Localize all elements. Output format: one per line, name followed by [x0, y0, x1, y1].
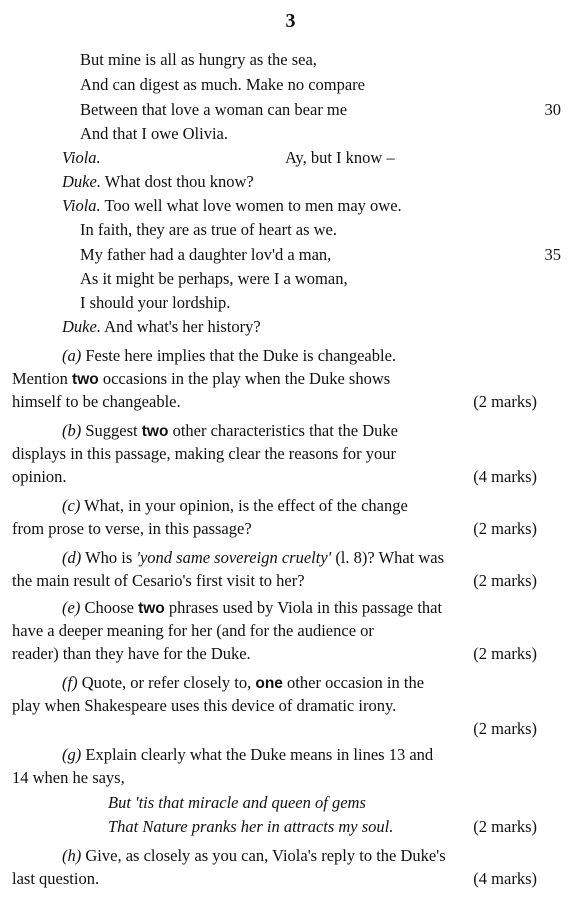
emphasis: two: [141, 423, 169, 440]
verse-line: My father had a daughter lov'd a man,: [80, 245, 332, 264]
verse-line: Between that love a woman can bear me: [80, 100, 348, 119]
question-f: (f) Quote, or refer closely to, one other occasion in the: [62, 673, 425, 692]
emphasis: two: [138, 600, 165, 617]
dialogue-line: And what's her history?: [104, 317, 261, 336]
verse-line: And that I owe Olivia.: [80, 124, 229, 143]
question-label: (d): [62, 548, 82, 567]
line-number: 35: [544, 245, 561, 264]
question-text: Feste here implies that the Duke is changeable.: [85, 346, 397, 365]
verse-line: As it might be perhaps, were I a woman,: [80, 269, 348, 288]
question-line: opinion. (4 marks): [12, 467, 537, 486]
dialogue-line: Ay, but I know –: [285, 148, 395, 167]
marks: (2 marks): [473, 719, 537, 738]
question-line: the main result of Cesario's first visit to her? (2 marks): [12, 571, 537, 590]
question-line: displays in this passage, making clear the reasons for your: [12, 444, 396, 463]
speaker-name: Duke.: [62, 172, 101, 191]
line-number: 30: [544, 100, 561, 119]
marks: (4 marks): [473, 869, 537, 888]
question-line: himself to be changeable. (2 marks): [12, 392, 537, 411]
page-number: 3: [285, 10, 296, 32]
question-line: play when Shakespeare uses this device of dramatic irony.: [12, 696, 397, 715]
dialogue-line: What dost thou know?: [104, 172, 254, 191]
verse-line: I should your lordship.: [80, 293, 231, 312]
verse-line: In faith, they are as true of heart as we.: [80, 220, 338, 239]
question-label: (a): [62, 346, 82, 365]
question-c: (c) What, in your opinion, is the effect of the change: [62, 496, 408, 515]
question-g: (g) Explain clearly what the Duke means in lines 13 and: [62, 745, 434, 764]
question-label: (e): [62, 598, 81, 617]
speaker-name: Viola.: [62, 196, 101, 215]
question-d: (d) Who is 'yond same sovereign cruelty' (l. 8)? What was: [62, 548, 445, 567]
verse-line: And can digest as much. Make no compare: [80, 75, 365, 94]
verse-line: But mine is all as hungry as the sea,: [80, 50, 317, 69]
question-line: 14 when he says,: [12, 768, 125, 787]
question-line: last question. (4 marks): [12, 869, 537, 888]
marks: (2 marks): [473, 644, 537, 663]
question-h: (h) Give, as closely as you can, Viola's reply to the Duke's: [62, 846, 446, 865]
question-label: (g): [62, 745, 82, 764]
quoted-verse: That Nature pranks her in attracts my soul.: [108, 817, 394, 836]
marks: (2 marks): [473, 817, 537, 836]
speaker-name: Viola.: [62, 148, 101, 167]
marks: (2 marks): [473, 571, 537, 590]
dialogue-row: [62, 172, 254, 192]
emphasis: two: [72, 371, 99, 388]
quoted-phrase: 'yond same sovereign cruelty': [136, 548, 332, 567]
question-line: from prose to verse, in this passage? (2 marks): [12, 519, 537, 538]
emphasis: one: [255, 675, 283, 692]
marks: (2 marks): [473, 519, 537, 538]
question-a: [62, 346, 537, 366]
dialogue-row: [62, 317, 261, 337]
marks: (4 marks): [473, 467, 537, 486]
question-label: (b): [62, 421, 82, 440]
question-line: reader) than they have for the Duke. (2 marks): [12, 644, 537, 663]
speaker-name: Duke.: [62, 317, 101, 336]
dialogue-line: Too well what love women to men may owe.: [104, 196, 402, 215]
question-e: (e) Choose two phrases used by Viola in this passage that: [62, 598, 443, 617]
marks: (2 marks): [473, 392, 537, 411]
question-label: (f): [62, 673, 78, 692]
question-b: (b) Suggest two other characteristics that the Duke: [62, 421, 398, 440]
dialogue-row: [62, 196, 402, 216]
question-line: Mention two occasions in the play when the Duke shows: [12, 369, 391, 388]
question-label: (c): [62, 496, 81, 515]
question-label: (h): [62, 846, 82, 865]
question-line: have a deeper meaning for her (and for the audience or: [12, 621, 374, 640]
quoted-verse: But 'tis that miracle and queen of gems: [108, 793, 366, 812]
